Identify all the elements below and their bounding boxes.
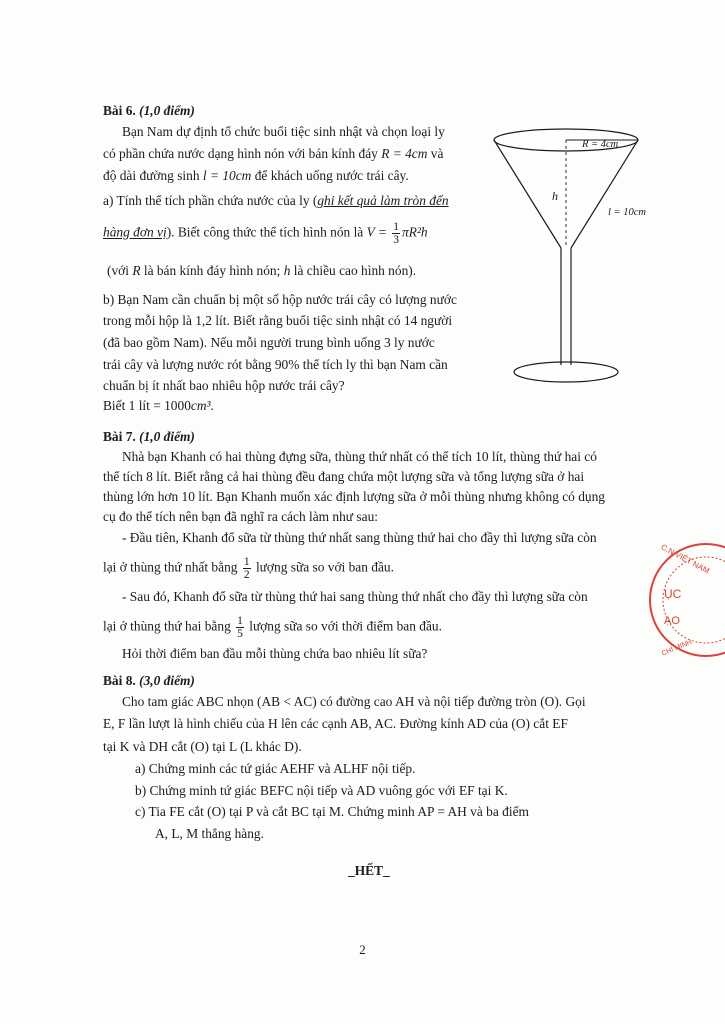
bai7-step-2-text: lại ở thùng thứ hai bằng — [103, 618, 231, 634]
bai6-b-line-6 — [103, 397, 214, 414]
formula-den: 3 — [393, 234, 400, 246]
cone-glass-figure — [488, 120, 663, 390]
bai6-a3-r: R — [132, 263, 141, 278]
bai8-part-c-2: A, L, M thẳng hàng. — [155, 826, 264, 841]
bai6-line-2-text: có phần chứa nước dạng hình nón với bán kính đáy — [103, 146, 382, 161]
stamp-top-text: C.N VIỆT NAM — [659, 542, 711, 576]
bai6-a-formula-intro: ). Biết công thức thể tích hình nón là — [166, 224, 367, 240]
bai6-line-3-end: để khách uống nước trái cây. — [251, 168, 409, 183]
bai7-heading — [103, 428, 195, 445]
bai7-line-4: cụ đo thể tích nên bạn đã nghĩ ra cách làm như sau: — [103, 509, 378, 524]
bai8-part-a: a) Chứng minh các tứ giác AEHF và ALHF nội tiếp. — [135, 761, 416, 776]
fifth-den: 5 — [237, 628, 243, 640]
bai6-a-note-2: hàng đơn vị — [103, 224, 167, 240]
stamp-mid-text: ẠO — [664, 615, 680, 627]
radius-math: R = 4cm — [381, 146, 428, 161]
bai6-b-line-2: trong mỗi hộp là 1,2 lít. Biết rằng buổi tiệc sinh nhật có 14 người — [103, 313, 453, 328]
bai6-heading — [103, 102, 195, 119]
bai6-a-text: a) Tính thể tích phần chứa nước của ly ( — [103, 193, 318, 208]
bai6-a3-h: h — [283, 263, 291, 278]
bai8-heading — [103, 672, 195, 689]
bai7-question: Hỏi thời điểm ban đầu mỗi thùng chứa bao nhiêu lít sữa? — [122, 646, 428, 661]
bai6-b-line-5: chuẩn bị ít nhất bao nhiêu hộp nước trái cây? — [103, 378, 345, 393]
bai6-line-3 — [103, 167, 409, 184]
bai7-step-2-cont — [103, 615, 442, 640]
bai8-line-3: tại K và DH cắt (O) tại L (L khác D). — [103, 739, 302, 754]
bai6-b-line-1: b) Bạn Nam cần chuẩn bị một số hộp nước trái cây có lượng nước — [103, 292, 457, 307]
bai6-a3-mid: là bán kính đáy hình nón; — [140, 263, 284, 278]
cone-side-right — [571, 140, 638, 248]
slant-math: l = 10cm — [202, 168, 252, 183]
bai8-line-2: E, F lần lượt là hình chiếu của H lên các cạnh AB, AC. Đường kính AD của (O) cắt EF — [103, 716, 568, 731]
fifth-num: 1 — [237, 615, 243, 627]
bai6-b6-unit: cm³ — [190, 398, 211, 413]
official-stamp — [646, 540, 725, 660]
bai7-step-1-cont — [103, 556, 394, 581]
bai8-points: (3,0 điểm) — [139, 673, 195, 688]
bai7-points: (1,0 điểm) — [139, 429, 195, 444]
bai6-a-note: ghi kết quả làm tròn đến — [317, 193, 449, 208]
bai6-line-1: Bạn Nam dự định tổ chức buổi tiệc sinh nhật và chọn loại ly — [122, 124, 445, 139]
slant-label: l = 10cm — [608, 207, 646, 218]
bai6-line-3-text: độ dài đường sinh — [103, 168, 203, 183]
bai6-b6-text: Biết 1 lít = 1000 — [103, 398, 191, 413]
bai6-points: (1,0 điểm) — [139, 103, 195, 118]
bai6-b-line-3: (đã bao gồm Nam). Nếu mỗi người trung bình uống 3 ly nước — [103, 335, 435, 350]
bai7-line-2: thể tích 8 lít. Biết rằng cả hai thùng đều đang chứa một lượng sữa và tổng lượng sữa ở hai — [103, 469, 585, 484]
stamp-left-text: ỤC — [664, 587, 682, 601]
glass-base — [514, 362, 618, 382]
formula-fraction — [392, 221, 400, 246]
bai6-line-2 — [103, 145, 443, 162]
formula-v: V = — [366, 224, 387, 240]
bai6-b-line-4: trái cây và lượng nước rót bằng 90% thể tích ly thì bạn Nam cần — [103, 357, 448, 372]
bai6-a-line-2 — [103, 221, 428, 246]
bai8-title: Bài 8. — [103, 673, 136, 688]
bai7-step-1: - Đầu tiên, Khanh đổ sữa từ thùng thứ nhất sang thùng thứ hai cho đầy thì lượng sữa còn — [122, 530, 597, 545]
fraction-one-half — [243, 556, 251, 581]
height-label: h — [552, 189, 558, 203]
cone-side-left — [494, 140, 561, 248]
bai7-line-1: Nhà bạn Khanh có hai thùng đựng sữa, thùng thứ nhất có thể tích 10 lít, thùng thứ hai có — [122, 449, 597, 464]
stamp-bottom-text: CHÍ MINH — [660, 639, 693, 658]
formula-num: 1 — [393, 221, 400, 233]
radius-label: R = 4cm — [582, 139, 619, 150]
end-mark: _HẾT_ — [348, 863, 390, 878]
bai6-a-line-1 — [103, 192, 449, 209]
bai6-a3-text: (với — [107, 263, 133, 278]
bai6-a-line-3 — [107, 262, 416, 279]
bai8-part-b: b) Chứng minh tứ giác BEFC nội tiếp và AD vuông góc với EF tại K. — [135, 783, 508, 798]
bai7-line-3: thùng lớn hơn 10 lít. Bạn Khanh muốn xác định lượng sữa ở mỗi thùng nhưng không có dụng — [103, 489, 605, 504]
bai7-step-2: - Sau đó, Khanh đổ sữa từ thùng thứ hai sang thùng thứ nhất cho đầy thì lượng sữa còn — [122, 589, 588, 604]
bai8-line-1: Cho tam giác ABC nhọn (AB < AC) có đường cao AH và nội tiếp đường tròn (O). Gọi — [122, 694, 586, 709]
bai8-part-c-1: c) Tia FE cắt (O) tại P và cắt BC tại M. Chứng minh AP = AH và ba điểm — [135, 804, 529, 819]
formula-rest: πR²h — [402, 224, 428, 240]
bai7-title: Bài 7. — [103, 429, 136, 444]
bai7-step-2-end: lượng sữa so với thời điểm ban đầu. — [249, 618, 442, 634]
bai6-line-2-end: và — [427, 146, 444, 161]
fraction-one-fifth — [236, 615, 244, 640]
page-number: 2 — [359, 942, 366, 957]
half-den: 2 — [243, 569, 250, 581]
half-num: 1 — [243, 556, 250, 568]
bai7-step-1-text: lại ở thùng thứ nhất bằng — [103, 559, 238, 575]
bai6-b6-end: . — [210, 398, 214, 413]
bai7-step-1-end: lượng sữa so với ban đầu. — [255, 559, 394, 575]
bai6-title: Bài 6. — [103, 103, 136, 118]
bai6-a3-end: là chiều cao hình nón). — [290, 263, 417, 278]
